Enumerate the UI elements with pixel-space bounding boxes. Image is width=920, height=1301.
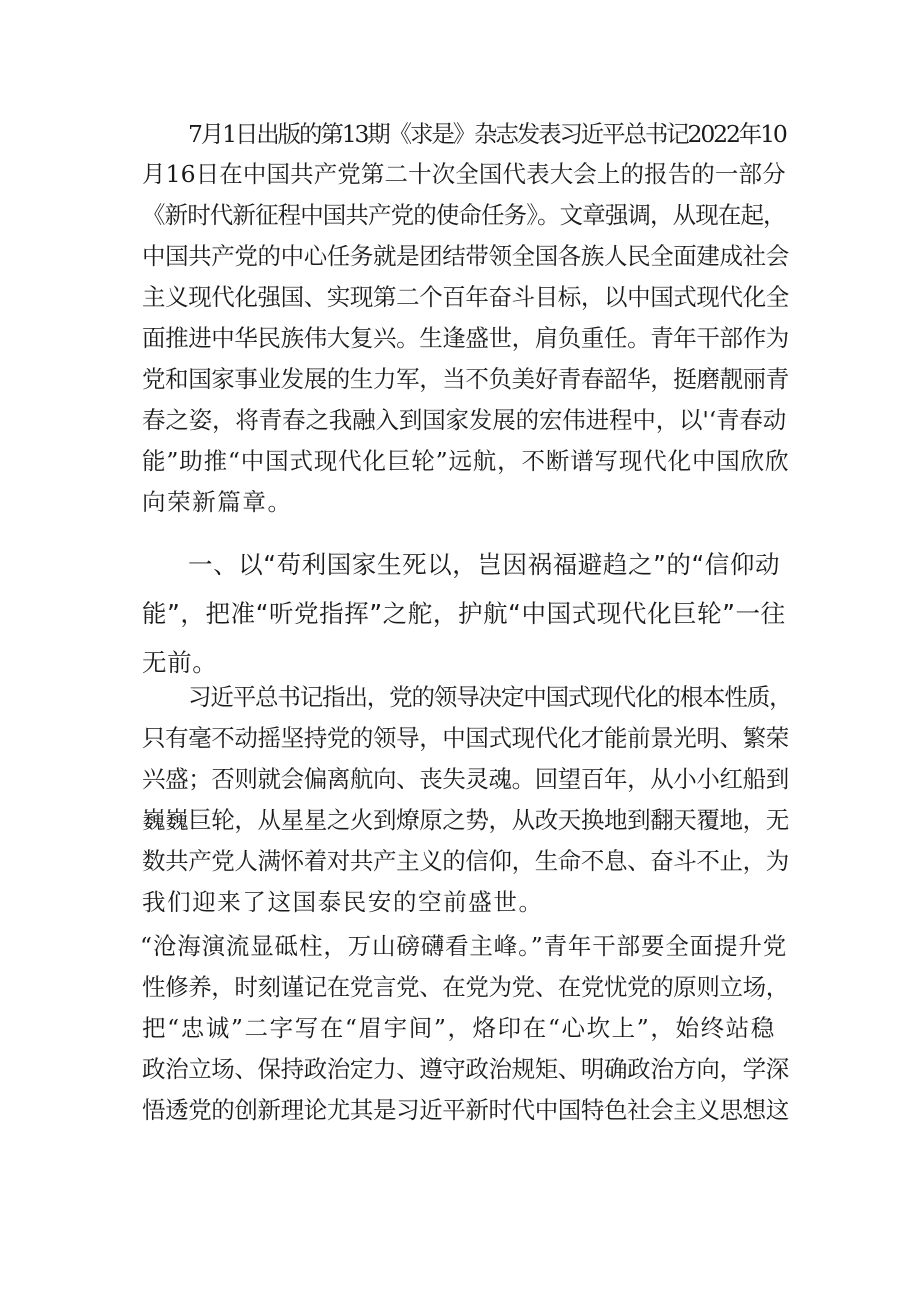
text-line: 数共产党人满怀着对共产主义的信仰，生命不息、奋斗不止，为 bbox=[142, 847, 789, 875]
text-line: 党和国家事业发展的生力军，当不负美好青春韶华，挺磨靓丽青 bbox=[142, 365, 789, 393]
text-line: 只有毫不动摇坚持党的领导，中国式现代化才能前景光明、繁荣 bbox=[142, 724, 789, 752]
text-line: 主义现代化强国、实现第二个百年奋斗目标，以中国式现代化全 bbox=[142, 283, 789, 311]
text-line: 悟透党的创新理论尤其是习近平新时代中国特色社会主义思想这 bbox=[142, 1096, 789, 1124]
text-line: 政治立场、保持政治定力、遵守政治规矩、明确政治方向，学深 bbox=[142, 1055, 789, 1083]
text-line: 把“忠诚”二字写在“眉宇间”，烙印在“心坎上”，始终站稳 bbox=[142, 1014, 776, 1042]
text-line: 性修养，时刻谨记在党言党、在党为党、在党忧党的原则立场， bbox=[142, 973, 789, 1001]
text-line: “沧海演流显砥柱，万山磅礴看主峰。”青年干部要全面提升党 bbox=[140, 932, 788, 960]
text-line: 春之姿，将青春之我融入到国家发展的宏伟进程中，以'‘青春动 bbox=[142, 406, 787, 434]
text-line: 我们迎来了这国泰民安的空前盛世。 bbox=[142, 888, 544, 916]
text-line: 中国共产党的中心任务就是团结带领全国各族人民全面建成社会 bbox=[142, 242, 789, 270]
heading-line: 无前。 bbox=[142, 648, 218, 677]
text-line: 习近平总书记指出，党的领导决定中国式现代化的根本性质， bbox=[188, 683, 792, 711]
text-line: 巍巍巨轮，从星星之火到燎原之势，从改天换地到翻天覆地，无 bbox=[142, 806, 789, 834]
text-line: 向荣新篇章。 bbox=[142, 488, 293, 516]
text-line: 《新时代新征程中国共产党的使命任务》。文章强调，从现在起， bbox=[142, 201, 786, 229]
text-line: 月16日在中国共产党第二十次全国代表大会上的报告的一部分 bbox=[142, 160, 786, 188]
text-line: 面推进中华民族伟大复兴。生逢盛世，肩负重任。青年干部作为 bbox=[142, 324, 789, 352]
text-line: 兴盛；否则就会偏离航向、丧失灵魂。回望百年，从小小红船到 bbox=[142, 765, 789, 793]
heading-line: 一、以“苟利国家生死以，岂因祸福避趋之”的“信仰动 bbox=[188, 550, 781, 579]
text-line: 能”助推“中国式现代化巨轮”远航，不断谱写现代化中国欣欣 bbox=[142, 447, 790, 475]
heading-line: 能”，把准“听党指挥”之舵，护航“中国式现代化巨轮”一往 bbox=[142, 599, 786, 628]
text-line: 7月1日出版的第13期《求是》杂志发表习近平总书记2022年10 bbox=[188, 120, 786, 148]
